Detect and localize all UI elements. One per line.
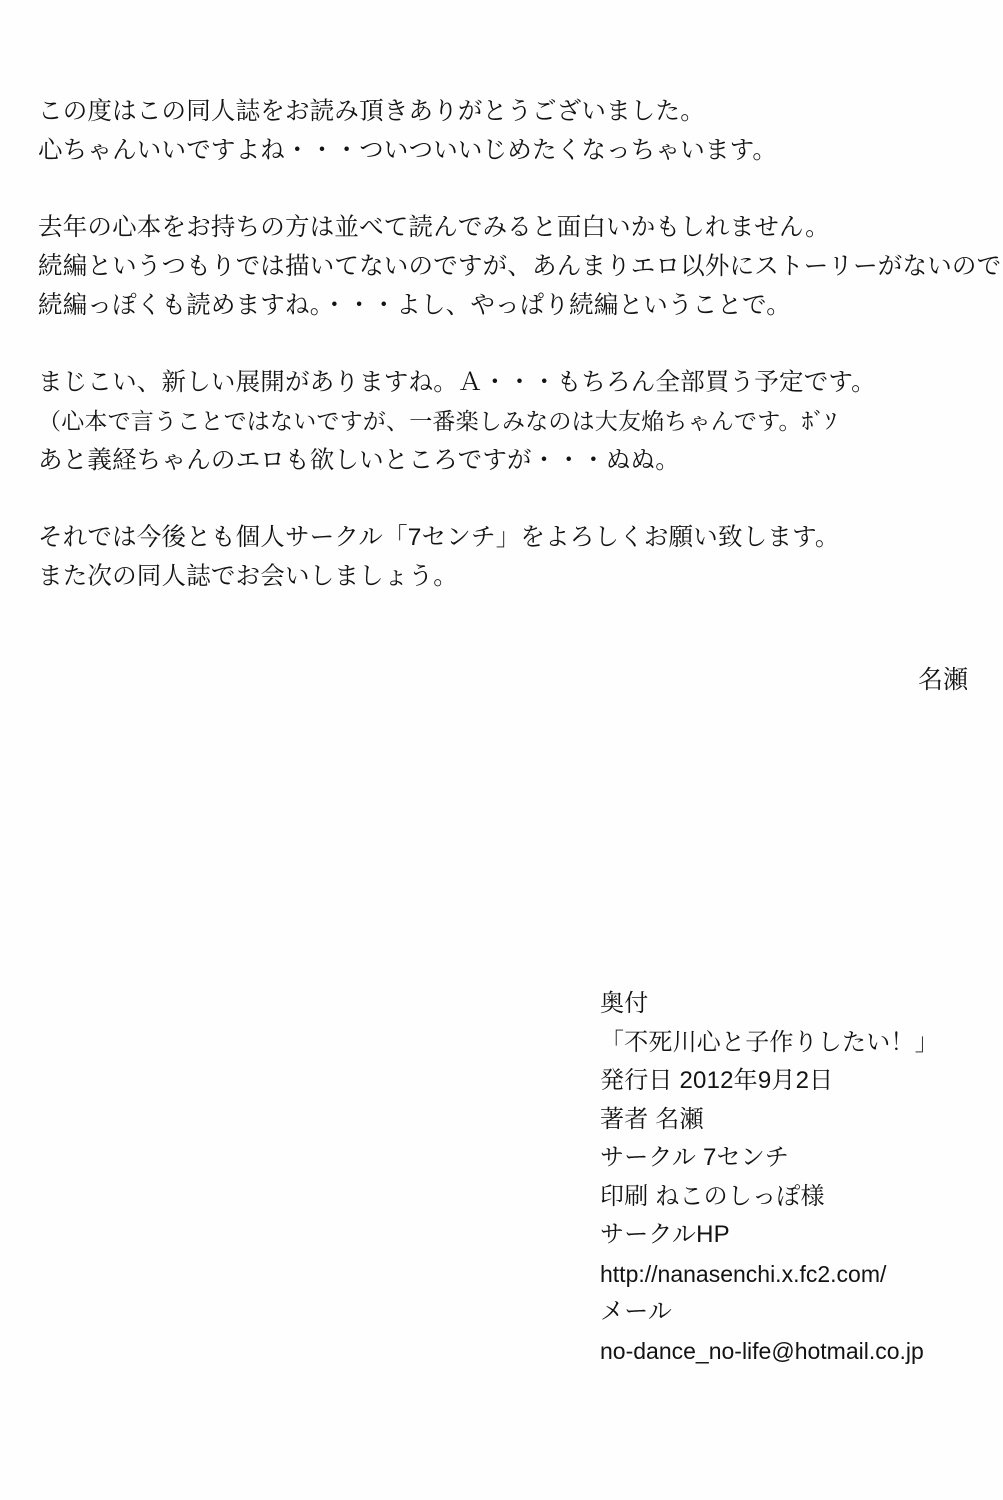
colophon-mail-address[interactable]: no-dance_no-life@hotmail.co.jp bbox=[600, 1337, 924, 1364]
afterword-line: それでは今後とも個人サークル「7センチ」をよろしくお願い致します。 bbox=[38, 524, 840, 551]
afterword-line: あと義経ちゃんのエロも欲しいところですが・・・ぬぬ。 bbox=[38, 447, 680, 474]
afterword-paragraph bbox=[38, 518, 968, 596]
colophon-hp-label: サークルHP bbox=[600, 1221, 730, 1248]
colophon-printer: 印刷 ねこのしっぽ様 bbox=[600, 1182, 825, 1210]
afterword-line: （心本で言うことではないですが、一番楽しみなのは大友焔ちゃんです。ﾎﾞｿ bbox=[38, 408, 837, 434]
afterword-paragraph bbox=[38, 208, 1002, 325]
afterword-text-block bbox=[38, 92, 1002, 596]
colophon-publish-date: 発行日 2012年9月2日 bbox=[600, 1067, 834, 1094]
colophon-hp-url[interactable]: http://nanasenchi.x.fc2.com/ bbox=[600, 1260, 887, 1287]
afterword-line: この度はこの同人誌をお読み頂きありがとうございました。 bbox=[38, 98, 705, 125]
colophon-author: 著者 名瀬 bbox=[600, 1105, 704, 1133]
afterword-line: 心ちゃんいいですよね・・・ついついいじめたくなっちゃいます。 bbox=[38, 137, 778, 164]
afterword-paragraph bbox=[38, 92, 968, 170]
colophon-circle: サークル 7センチ bbox=[600, 1144, 790, 1171]
afterword-line: また次の同人誌でお会いしましょう。 bbox=[38, 563, 458, 590]
afterword-line: まじこい、新しい展開がありますね。Ａ・・・もちろん全部買う予定です。 bbox=[38, 369, 876, 396]
colophon-mail-label: メール bbox=[600, 1298, 673, 1325]
afterword-paragraph bbox=[38, 363, 968, 480]
colophon-title: 「不死川心と子作りしたい！」 bbox=[600, 1028, 939, 1056]
afterword-line: 続編っぽくも読めますね。・・・よし、やっぱり続編ということで。 bbox=[38, 292, 791, 319]
colophon-heading: 奥付 bbox=[600, 990, 649, 1017]
afterword-line: 去年の心本をお持ちの方は並べて読んでみると面白いかもしれません。 bbox=[38, 214, 830, 241]
author-signature: 名瀬 bbox=[917, 666, 968, 694]
colophon-block bbox=[600, 985, 1000, 1370]
afterword-line: 続編というつもりでは描いてないのですが、あんまりエロ以外にストーリーがないので bbox=[38, 253, 1002, 280]
